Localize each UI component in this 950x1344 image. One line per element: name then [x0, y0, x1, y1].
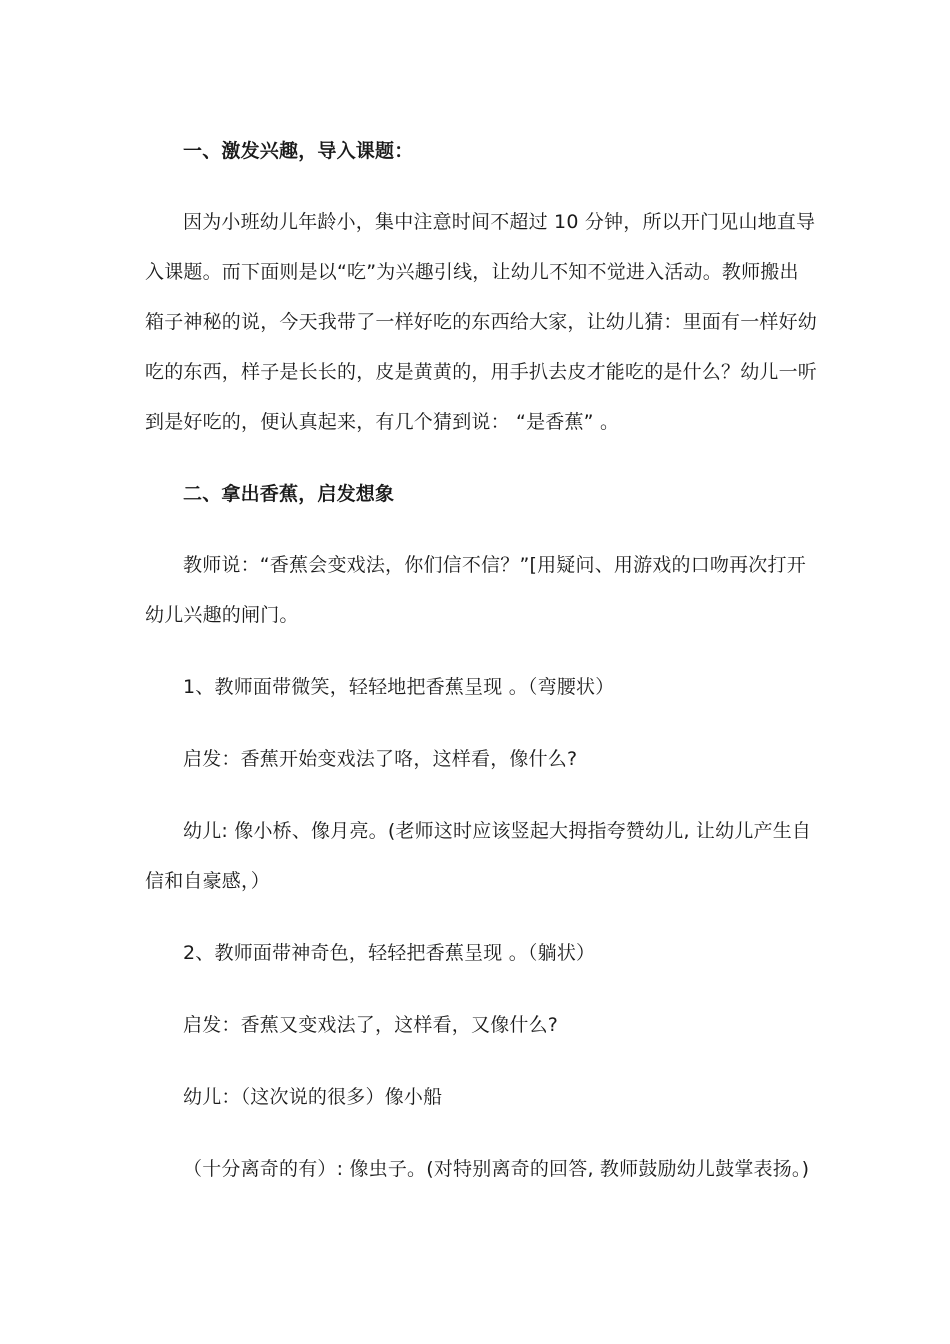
- section2-intro-line-1: 教师说：“香蕉会变戏法，你们信不信？”[用疑问、用游戏的口吻再次打开: [183, 554, 806, 576]
- section1-para-line-3: 箱子神秘的说，今天我带了一样好吃的东西给大家，让幼儿猜：里面有一样好幼: [145, 311, 818, 333]
- odd-answer: （十分离奇的有）: 像虫子。(对特别离奇的回答, 教师鼓励幼儿鼓掌表扬。): [183, 1158, 810, 1180]
- section2-intro-line-2: 幼儿兴趣的闸门。: [145, 604, 299, 626]
- section1-para-line-5: 到是好吃的，便认真起来，有几个猜到说： “是香蕉” 。: [145, 411, 620, 433]
- step-2: 2、教师面带神奇色，轻轻把香蕉呈现 。（躺状）: [183, 942, 596, 964]
- section1-heading: 一、激发兴趣，导入课题：: [183, 140, 414, 162]
- child-answer-2: 幼儿：（这次说的很多）像小船: [183, 1086, 443, 1108]
- child-answer-1-line-2: 信和自豪感，）: [145, 870, 270, 892]
- section1-para-line-4: 吃的东西，样子是长长的，皮是黄黄的，用手扒去皮才能吃的是什么？幼儿一听: [145, 361, 818, 383]
- child-answer-1-line-1: 幼儿: 像小桥、像月亮。(老师这时应该竖起大拇指夸赞幼儿, 让幼儿产生自: [183, 820, 812, 842]
- section1-para-line-1: 因为小班幼儿年龄小，集中注意时间不超过 10 分钟，所以开门见山地直导: [183, 211, 816, 233]
- section1-para-line-2: 入课题。而下面则是以“吃”为兴趣引线，让幼儿不知不觉进入活动。教师搬出: [145, 261, 799, 283]
- section2-heading: 二、拿出香蕉，启发想象: [183, 483, 395, 505]
- prompt-1: 启发：香蕉开始变戏法了咯，这样看，像什么?: [183, 748, 578, 770]
- prompt-2: 启发：香蕉又变戏法了，这样看，又像什么?: [183, 1014, 559, 1036]
- step-1: 1、教师面带微笑，轻轻地把香蕉呈现 。（弯腰状）: [183, 676, 615, 698]
